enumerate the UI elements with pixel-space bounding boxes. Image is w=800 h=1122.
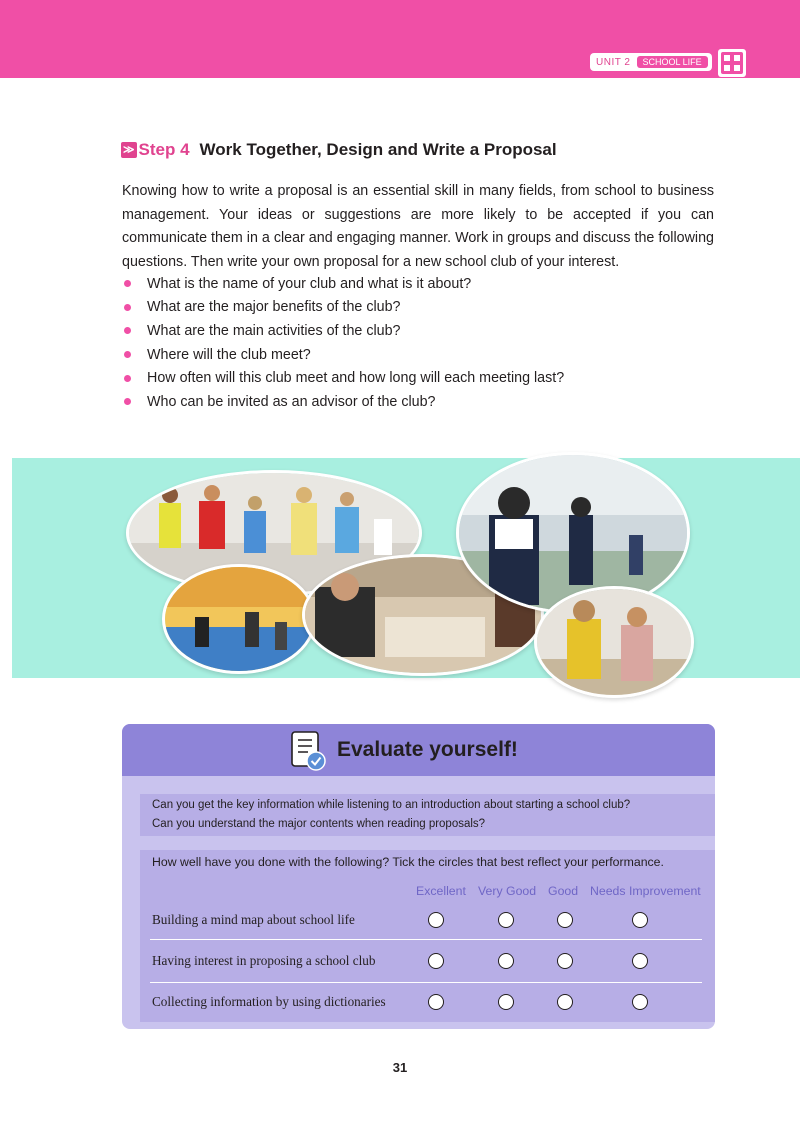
- list-item: [122, 366, 564, 390]
- photo-collage: [12, 458, 800, 678]
- bullet-icon: [124, 327, 131, 334]
- logo-mark: [721, 52, 743, 74]
- step-number: Step 4: [138, 140, 190, 159]
- table-instruction: How well have you done with the following? Tick the circles that best reflect your performance.: [152, 855, 664, 869]
- rating-circle-needs-improvement[interactable]: [632, 953, 648, 969]
- self-check-question: Can you get the key information while listening to an introduction about starting a school club?: [152, 799, 631, 811]
- logo-pattern-icon: [721, 52, 743, 74]
- list-item: [122, 272, 564, 296]
- bullet-icon: [124, 375, 131, 382]
- intro-paragraph: Knowing how to write a proposal is an essential skill in many fields, from school to business management. Your ideas or suggestions are more likely to be accepted if you can communicate them in a clear and engaging manner. Work in groups and discuss the following questions. Then write your own proposal for a new school club of your interest.: [122, 183, 714, 270]
- list-item: [122, 390, 564, 414]
- question-text: What are the major benefits of the club?: [147, 299, 401, 316]
- dance-club-photo: [162, 564, 316, 674]
- step-title: Work Together, Design and Write a Proposal: [199, 140, 557, 159]
- question-text: What is the name of your club and what is it about?: [147, 275, 472, 292]
- row-divider: [150, 939, 702, 940]
- step-heading: [121, 140, 557, 160]
- row-divider: [150, 982, 702, 983]
- rating-circle-very-good[interactable]: [498, 953, 514, 969]
- evaluate-title: Evaluate yourself!: [337, 738, 518, 761]
- evaluate-yourself-panel: [122, 724, 715, 1029]
- unit-label: UNIT 2: [596, 56, 631, 68]
- list-item: [122, 319, 564, 343]
- column-header-excellent: Excellent: [416, 884, 466, 898]
- self-check-questions: [140, 794, 715, 836]
- science-club-photo: [456, 452, 690, 614]
- publisher-logo: [718, 49, 746, 77]
- rating-circle-good[interactable]: [557, 994, 573, 1010]
- rating-circle-very-good[interactable]: [498, 994, 514, 1010]
- row-label: Building a mind map about school life: [152, 912, 355, 927]
- rating-circle-good[interactable]: [557, 953, 573, 969]
- question-text: Who can be invited as an advisor of the club?: [147, 393, 436, 410]
- crafts-club-photo: [534, 586, 694, 698]
- section-label: SCHOOL LIFE: [637, 56, 708, 68]
- bullet-icon: [124, 280, 131, 287]
- list-item: [122, 296, 564, 320]
- checklist-icon: [288, 730, 328, 772]
- bullet-icon: [124, 398, 131, 405]
- page-number: 31: [392, 1060, 408, 1075]
- performance-table: [140, 850, 715, 1022]
- column-header-very-good: Very Good: [478, 884, 537, 898]
- list-item: [122, 343, 564, 367]
- self-check-question: Can you understand the major contents when reading proposals?: [152, 818, 486, 830]
- column-header-good: Good: [548, 884, 579, 898]
- row-label: Collecting information by using dictionaries: [152, 994, 386, 1009]
- rating-circle-needs-improvement[interactable]: [632, 912, 648, 928]
- bullet-icon: [124, 304, 131, 311]
- rating-circle-excellent[interactable]: [428, 953, 444, 969]
- row-label: Having interest in proposing a school club: [152, 953, 376, 968]
- question-text: What are the main activities of the club?: [147, 322, 401, 339]
- bullet-icon: [124, 351, 131, 358]
- question-text: How often will this club meet and how long will each meeting last?: [147, 370, 565, 387]
- chevron-icon: ≫: [123, 144, 135, 156]
- rating-circle-needs-improvement[interactable]: [632, 994, 648, 1010]
- rating-circle-excellent[interactable]: [428, 994, 444, 1010]
- rating-circle-excellent[interactable]: [428, 912, 444, 928]
- unit-badge: [590, 53, 712, 71]
- question-list: [122, 272, 564, 414]
- question-text: Where will the club meet?: [147, 346, 311, 363]
- rating-circle-very-good[interactable]: [498, 912, 514, 928]
- column-header-needs-improvement: Needs Improvement: [590, 884, 701, 898]
- rating-circle-good[interactable]: [557, 912, 573, 928]
